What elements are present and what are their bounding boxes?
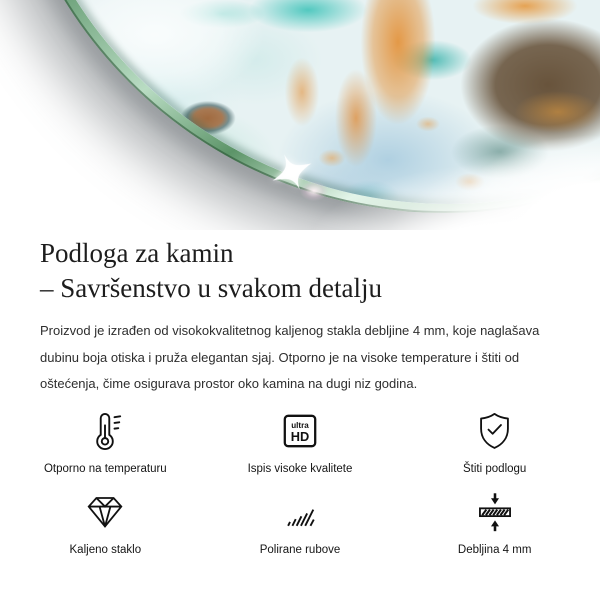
feature-label: Otporno na temperaturu	[43, 462, 167, 475]
feature-icon-box	[83, 489, 127, 535]
features-grid	[8, 408, 592, 556]
shield-check-icon	[476, 410, 513, 452]
feature-icon-box	[86, 408, 124, 454]
feature-icon-box	[281, 489, 319, 535]
feature-label: Polirane rubove	[259, 543, 341, 556]
ultra-hd-text-top: ultra	[291, 420, 309, 430]
feature-tempered-glass	[8, 489, 203, 556]
feature-print-quality	[203, 408, 398, 475]
feature-temperature	[8, 408, 203, 475]
feature-label: Debljina 4 mm	[457, 543, 532, 556]
feature-polished-edges	[203, 489, 398, 556]
polished-edges-icon	[281, 493, 319, 531]
feature-label: Ispis visoke kvalitete	[247, 462, 353, 475]
thickness-icon	[476, 491, 514, 533]
product-info-section	[0, 236, 600, 398]
page-title-line1: Podloga za kamin	[40, 238, 234, 268]
feature-icon-box	[476, 408, 513, 454]
feature-thickness	[397, 489, 592, 556]
product-description: Proizvod je izrađen od visokokvalitetnog kaljenog stakla debljine 4 mm, koje naglašava dubinu boja otiska i pruža elegantan sjaj. Otporno je na visoke temperature i štiti od oštećenja, čime osigurava prostor oko kamina na dugi niz godina.	[40, 323, 540, 391]
page-title-line2: – Savršenstvo u svakom detalju	[40, 273, 382, 303]
product-image-hero	[0, 0, 600, 230]
ultra-hd-icon	[281, 412, 319, 450]
feature-icon-box	[476, 489, 514, 535]
page-title	[40, 236, 560, 306]
feature-label: Štiti podlogu	[463, 462, 527, 475]
feature-protection	[397, 408, 592, 475]
thermometer-icon	[86, 409, 124, 453]
diamond-icon	[83, 493, 127, 531]
ultra-hd-text-bottom: HD	[290, 428, 310, 444]
feature-label: Kaljeno staklo	[69, 543, 142, 556]
feature-icon-box	[281, 408, 319, 454]
